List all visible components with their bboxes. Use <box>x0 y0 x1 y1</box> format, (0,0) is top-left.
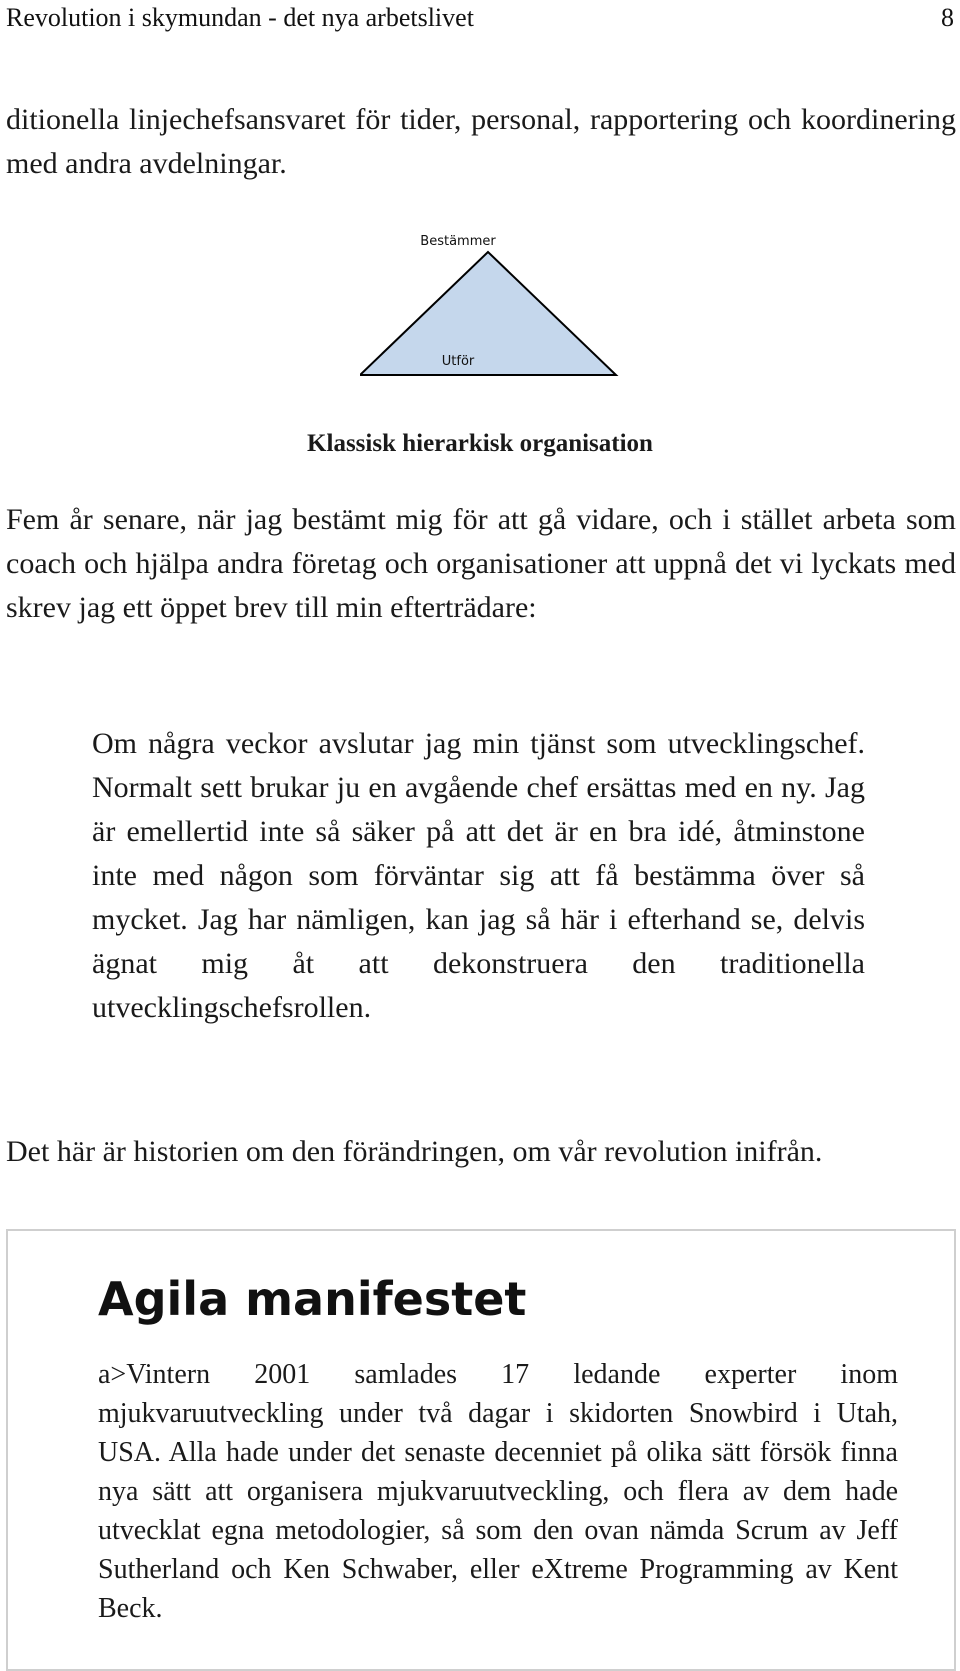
paragraph-1: ditionella linjechefsansvaret för tider, personal, rapportering och koordinering med andra avdelningar. <box>6 103 956 180</box>
figure-caption: Klassisk hierarkisk organisation <box>307 430 653 457</box>
pyramid-shape <box>360 252 616 375</box>
block-quote: Om några veckor avslutar jag min tjänst som utvecklingschef. Normalt sett brukar ju en avgående chef ersättas med en ny. Jag är emellertid inte så säker på att det är en bra idé, åtminstone inte med någon som förväntar sig att få bestämma över så mycket. Jag har nämligen, kan jag så här i efterhand se, delvis ägnat mig åt att dekonstruera den traditionella utvecklingschefsrollen. <box>92 727 865 1024</box>
running-header <box>6 2 954 34</box>
hierarchy-triangle-diagram <box>360 230 620 410</box>
page-number: 8 <box>941 3 954 32</box>
book-title: Revolution i skymundan - det nya arbetslivet <box>6 3 474 32</box>
paragraph-2: Fem år senare, när jag bestämt mig för att gå vidare, och i stället arbeta som coach och hjälpa andra företag och organisationer att uppnå det vi lyckats med skrev jag ett öppet brev till min efterträdare: <box>6 503 956 624</box>
box-title: Agila manifestet <box>98 1272 527 1326</box>
bottom-label: Utför <box>441 354 475 369</box>
box-text: a>Vintern 2001 samlades 17 ledande experter inom mjukvaruutveckling under två dagar i skidorten Snowbird i Utah, USA. Alla hade under det senaste decenniet på olika sätt försök finna nya sätt att organisera mjukvaruutveckling, och flera av dem hade utvecklat egna metodologier, så som den ovan nämda Scrum av Jeff Sutherland och Ken Schwaber, eller eXtreme Programming av Kent Beck. <box>98 1359 898 1624</box>
hierarchy-figure <box>360 230 620 410</box>
top-label: Bestämmer <box>420 234 496 249</box>
sidebar-box <box>6 1229 956 1671</box>
paragraph-3: Det här är historien om den förändringen, om vår revolution inifrån. <box>6 1135 823 1168</box>
